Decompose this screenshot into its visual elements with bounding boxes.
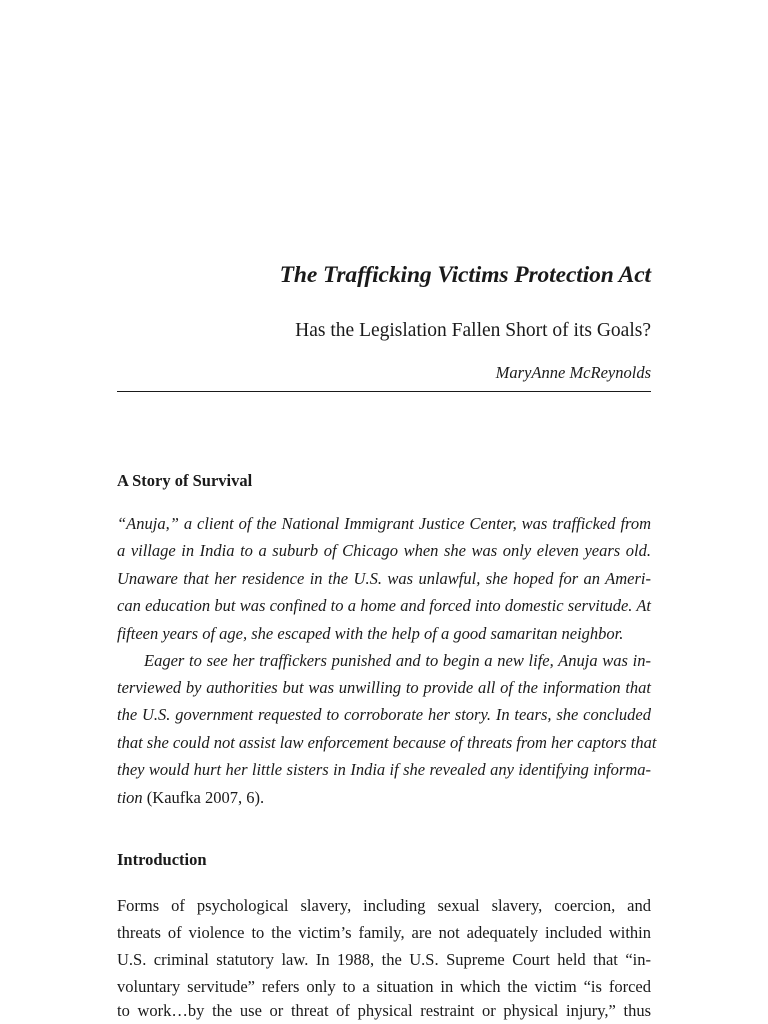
story-line: the U.S. government requested to corroborate her story. In tears, she concluded — [117, 705, 651, 724]
story-line-end: tion — [117, 788, 143, 807]
intro-line: voluntary servitude” refers only to a situation in which the victim “is forced — [117, 977, 651, 996]
story-last-line — [117, 784, 651, 811]
story-line: can education but was confined to a home and forced into domestic servitude. At — [117, 596, 651, 615]
intro-line: to work…by the use or threat of physical restraint or physical injury,” thus — [117, 1001, 651, 1020]
title-divider — [117, 391, 651, 392]
story-line: that she could not assist law enforcement because of threats from her captors that — [117, 733, 657, 752]
story-line: Unaware that her residence in the U.S. was unlawful, she hoped for an Ameri- — [117, 569, 651, 588]
story-line: “Anuja,” a client of the National Immigrant Justice Center, was trafficked from — [117, 514, 651, 533]
section-heading-introduction: Introduction — [117, 850, 207, 869]
section-heading-story: A Story of Survival — [117, 471, 253, 490]
intro-line: threats of violence to the victim’s family, are not adequately included within — [117, 923, 651, 942]
story-line: fifteen years of age, she escaped with the help of a good samaritan neighbor. — [117, 624, 624, 643]
intro-line: Forms of psychological slavery, including sexual slavery, coercion, and — [117, 896, 651, 915]
article-page — [117, 0, 657, 1024]
article-author: MaryAnne McReynolds — [495, 363, 651, 382]
story-line: a village in India to a suburb of Chicago when she was only eleven years old. — [117, 541, 651, 560]
article-title: The Trafficking Victims Protection Act — [279, 262, 651, 288]
story-line: terviewed by authorities but was unwilling to provide all of the information that — [117, 678, 651, 697]
article-subtitle: Has the Legislation Fallen Short of its Goals? — [295, 320, 651, 341]
story-line: Eager to see her traffickers punished and to begin a new life, Anuja was in- — [144, 651, 651, 670]
story-citation: (Kaufka 2007, 6). — [142, 788, 265, 807]
intro-line: U.S. criminal statutory law. In 1988, the U.S. Supreme Court held that “in- — [117, 950, 651, 969]
story-line: they would hurt her little sisters in India if she revealed any identifying informa- — [117, 760, 651, 779]
